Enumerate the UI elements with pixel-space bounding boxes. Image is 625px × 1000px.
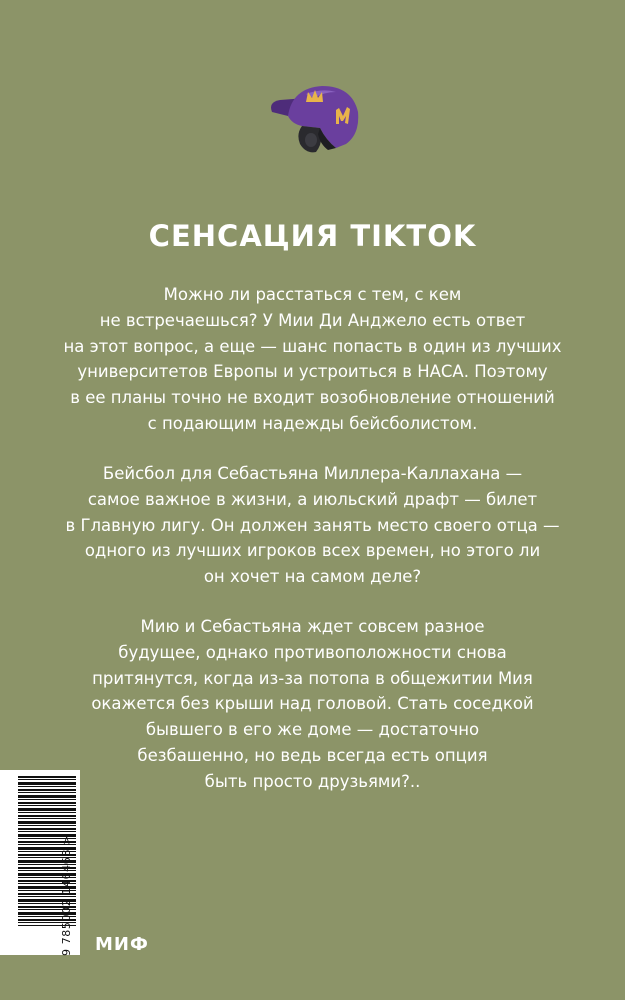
text-line: в ее планы точно не входит возобновление отношений <box>70 388 555 408</box>
description-paragraph-2 <box>0 461 625 590</box>
text-line: быть просто друзьями?.. <box>204 771 421 791</box>
text-line: одного из лучших игроков всех времен, но этого ли <box>84 541 541 561</box>
text-line: окажется без крыши над головой. Стать соседкой <box>91 694 534 714</box>
text-line: притянутся, когда из-за потопа в общежитии Мия <box>92 668 533 688</box>
barcode-digits: 9 785002 146468 > <box>60 835 73 956</box>
text-line: Бейсбол для Себастьяна Миллера-Каллахана — <box>102 464 523 483</box>
description-paragraph-3 <box>0 614 625 795</box>
cover-title: СЕНСАЦИЯ TIKTOK <box>148 219 477 253</box>
text-line: с подающим надежды бейсболистом. <box>147 413 478 433</box>
description-paragraph-1 <box>0 282 625 437</box>
text-line: он хочет на самом деле? <box>203 567 422 587</box>
text-line: Можно ли расстаться с тем, с кем <box>163 285 462 304</box>
text-line: на этот вопрос, а еще — шанс попасть в один из лучших <box>63 336 562 356</box>
text-line: Мию и Себастьяна ждет совсем разное <box>140 617 485 636</box>
text-line: университетов Европы и устроиться в НАСА. Поэтому <box>77 362 548 382</box>
text-line: самое важное в жизни, а июльский драфт — билет <box>87 489 538 509</box>
text-line: бывшего в его же доме — достаточно <box>145 720 480 740</box>
baseball-helmet-icon <box>266 78 364 160</box>
text-line: безбашенно, но ведь всегда есть опция <box>137 745 488 765</box>
publisher-logo: МИФ <box>95 934 149 955</box>
text-line: в Главную лигу. Он должен занять место своего отца — <box>65 515 560 535</box>
text-line: не встречаешься? У Мии Ди Анджело есть ответ <box>99 310 526 330</box>
text-line: будущее, однако противоположности снова <box>118 642 507 662</box>
